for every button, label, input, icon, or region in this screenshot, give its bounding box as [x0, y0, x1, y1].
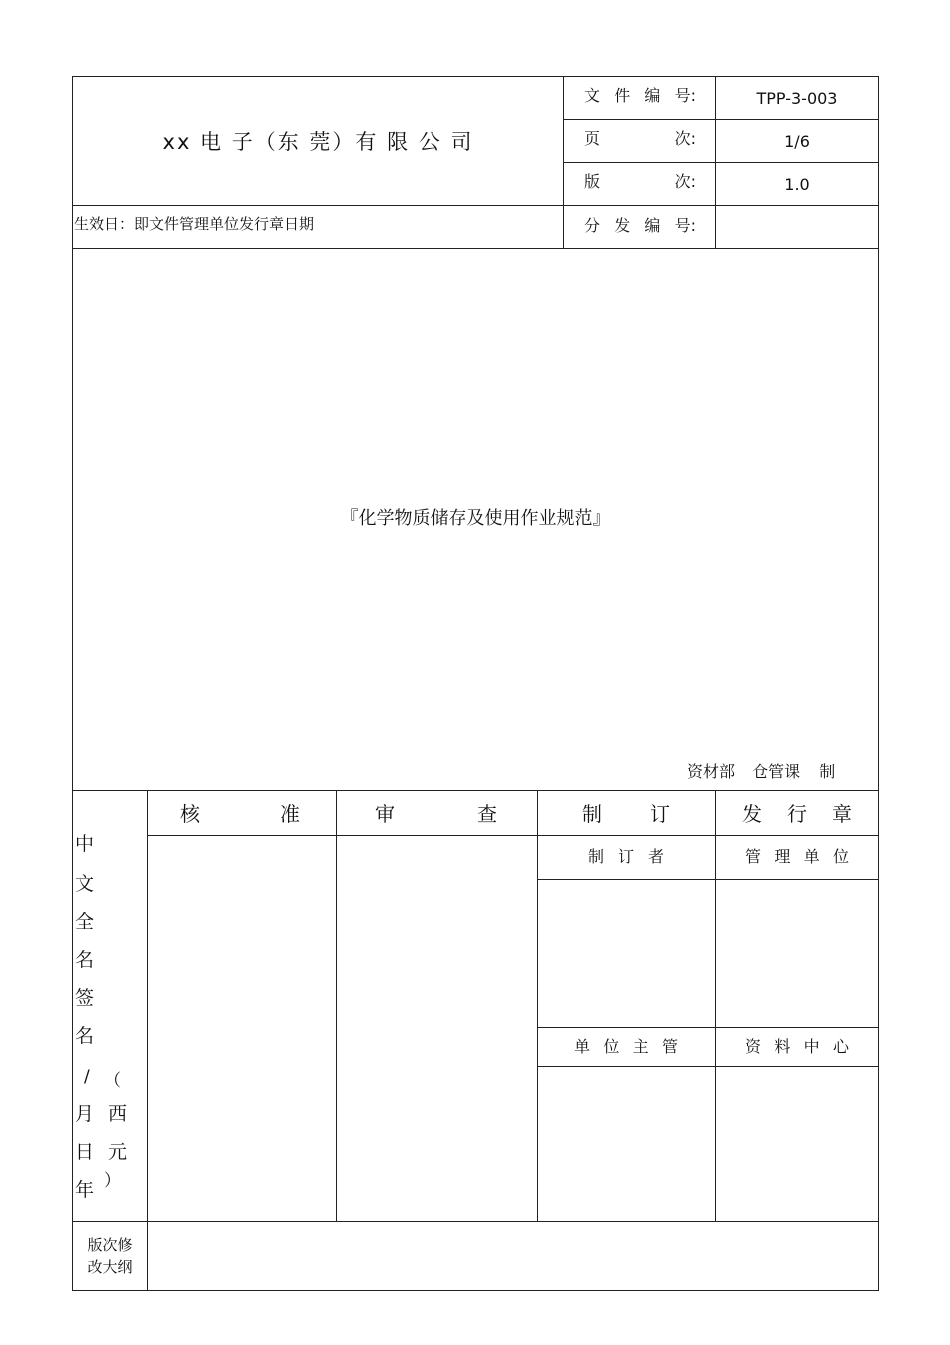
revision-outline-content — [148, 1222, 878, 1290]
distribution-number-value — [716, 206, 878, 248]
review-column-header: 审 查 — [375, 802, 497, 826]
document-title: 『化学物质储存及使用作业规范』 — [340, 508, 611, 529]
issue-stamp-column-header: 发 行 章 — [742, 802, 852, 826]
version-label: 版 次: — [584, 172, 696, 191]
company-name: xx 电 子（东 莞）有 限 公 司 — [162, 130, 474, 154]
issuer-dept: 资材部 — [687, 762, 736, 781]
maker-label: 制 订 者 — [588, 847, 664, 866]
page-label: 页 次: — [584, 129, 696, 148]
effective-date: 生效日：即文件管理单位发行章日期 — [74, 215, 315, 233]
distribution-number-label: 分 发 编 号: — [584, 216, 696, 235]
version-value: 1.0 — [784, 174, 810, 194]
make-column-header: 制 订 — [582, 802, 670, 826]
page-value: 1/6 — [784, 131, 810, 151]
data-center-label: 资 料 中 心 — [745, 1037, 849, 1056]
doc-number-label: 文 件 编 号: — [584, 86, 696, 105]
issuer-line — [687, 764, 835, 780]
issuer-action: 制 — [819, 762, 836, 781]
management-unit-label: 管 理 单 位 — [745, 847, 849, 866]
revision-outline-label: 版次修 改大纲 — [87, 1235, 133, 1276]
issuer-section: 仓管课 — [752, 762, 801, 781]
doc-number-value: TPP-3-003 — [756, 88, 838, 108]
approve-column-header: 核 准 — [180, 802, 300, 826]
unit-head-label: 单 位 主 管 — [574, 1037, 678, 1056]
